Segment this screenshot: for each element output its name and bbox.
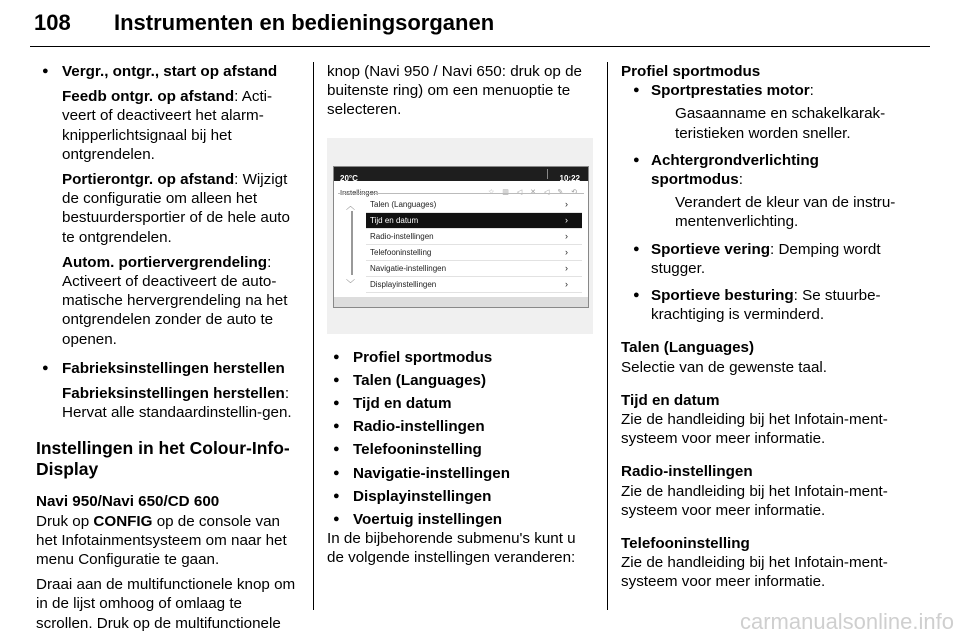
heading-radio: Radio-instellingen [621,463,753,481]
menu-row-label: Talen (Languages) [370,199,437,209]
desc: : Wijzigt de configuratie om alleen het bestuurdersportier of de hele auto te ontgrendelen. [62,171,290,246]
term: Achtergrondverlichting sportmodus [651,151,819,189]
menu-row [366,229,582,245]
screen-time: 10:22 [559,173,580,183]
term: Feedb ontgr. op afstand [62,88,235,106]
page-number: 108 [34,10,71,35]
bullet-item: ● Radio-instellingen [327,417,595,436]
bullet-sport-engine [621,81,896,100]
para-config [36,512,301,570]
desc: : Demping wordt stugger. [651,240,881,277]
text-time-date: Zie de handleiding bij het Infotain-ment-systeem voor meer informatie. [621,411,888,448]
text-phone: Zie de handleiding bij het Infotain-ment-systeem voor meer informatie. [621,554,888,591]
page-title: Instrumenten en bedieningsorganen [114,10,495,35]
scroll-track [351,211,353,275]
config-key: CONFIG [93,512,153,530]
menu-row-label: Tijd en datum [370,215,419,225]
scroll-down-icon: ﹀ [346,278,356,289]
column-2 [327,62,595,568]
scroll-up-icon: ︿ [346,200,356,211]
term: Sportieve besturing [651,287,794,305]
bullet-item: ● Telefooninstelling [327,440,595,459]
menu-row-label: Displayinstellingen [370,279,437,289]
desc: : Activeert of deactiveert de auto-matische hervergrendeling na het ontgrendelen zonder de auto te openen. [62,253,288,348]
menu-row [366,277,582,293]
para-submenus: In de bijbehorende submenu's kunt u de volgende instellingen veranderen: [327,530,576,567]
desc-sport-engine: Gasaanname en schakelkarak-teristieken worden sneller. [675,105,886,142]
bullet-item: ● Displayinstellingen [327,487,595,506]
screen-scrollbar [342,197,362,289]
settings-screen [333,166,589,308]
sub-heading: Navi 950/Navi 650/CD 600 [36,493,220,511]
status-separator [547,169,548,179]
watermark: carmanualsonline.info [739,609,954,634]
desc-sport-lighting: Verandert de kleur van de instru-mentenverlichting. [675,194,896,231]
screen-bottom-bar [334,297,588,307]
bullet-sport-lighting [621,151,896,189]
menu-row-label: Navigatie-instellingen [370,263,447,273]
menu-row [366,245,582,261]
bullet-item: ● Tijd en datum [327,394,595,413]
bullet-item: ● Talen (Languages) [327,371,595,390]
heading-phone: Telefooninstelling [621,535,750,553]
term: Sportieve vering [651,240,771,258]
menu-row [366,261,582,277]
heading-sport-profile: Profiel sportmodus [621,63,761,80]
bullet-item: ● Navigatie-instellingen [327,464,595,483]
section-heading: Instellingen in het Colour-Info-Display [36,438,290,480]
para-scroll: Draai aan de multifunctionele knop om in de lijst omhoog of omlaag te scrollen. Druk op de multifunctionele [36,576,296,632]
desc: : Acti-veert of deactiveert het alarm-knipperlichtsignaal bij het ontgrendelen. [62,88,273,163]
desc: : Hervat alle standaardinstellin-gen. [62,385,292,422]
colon: : [809,82,814,100]
column-divider-2 [607,62,608,610]
screen-menu-list [366,197,582,293]
chevron-right-icon: › [565,214,568,225]
item-feedback-unlock [36,87,301,164]
colon: : [738,171,743,189]
text: Druk op [36,512,94,530]
menu-row [366,197,582,213]
column-1 [36,62,301,633]
text-languages: Selectie van de gewenste taal. [621,358,828,376]
term: Portierontgr. op afstand [62,171,235,189]
chevron-right-icon: › [565,198,568,209]
text-radio: Zie de handleiding bij het Infotain-ment-systeem voor meer informatie. [621,482,888,519]
bullet-sport-suspension [621,240,896,278]
page-header [30,4,930,46]
column-3 [621,62,896,592]
chevron-right-icon: › [565,230,568,241]
chevron-right-icon: › [565,262,568,273]
bullet-item: ● Profiel sportmodus [327,348,595,367]
para-select: knop (Navi 950 / Navi 650: druk op de buitenste ring) om een menuoptie te selecteren. [327,63,582,119]
bullet-sport-steering [621,286,896,324]
menu-row-label: Telefooninstelling [370,247,432,257]
bullet-item: ● Voertuig instellingen [327,510,595,529]
term: Fabrieksinstellingen herstellen [62,385,285,403]
chevron-right-icon: › [565,278,568,289]
chevron-right-icon: › [565,246,568,257]
heading-time-date: Tijd en datum [621,391,720,409]
screen-temperature: 20°C [340,173,358,183]
bullet-remote-lock: ● Vergr., ontgr., start op afstand [36,62,301,81]
item-door-unlock [36,170,301,247]
term: Autom. portiervergrendeling [62,253,268,271]
item-auto-lock [36,253,301,349]
term: Sportprestaties motor [651,82,810,100]
header-rule [30,46,930,47]
screen-separator [338,193,584,194]
item-factory-reset [36,384,301,422]
screen-status-bar [334,167,588,181]
text: op de console van het Infotainmentsysteem om naar het menu Configuratie te gaan. [36,512,287,569]
display-screenshot [327,138,593,334]
menu-row-selected [366,213,582,229]
heading-languages: Talen (Languages) [621,339,755,357]
menu-row-label: Radio-instellingen [370,231,434,241]
column-divider-1 [313,62,314,610]
bullet-factory-reset: ● Fabrieksinstellingen herstellen [36,359,301,378]
desc: : Se stuurbe-krachtiging is verminderd. [651,287,881,324]
